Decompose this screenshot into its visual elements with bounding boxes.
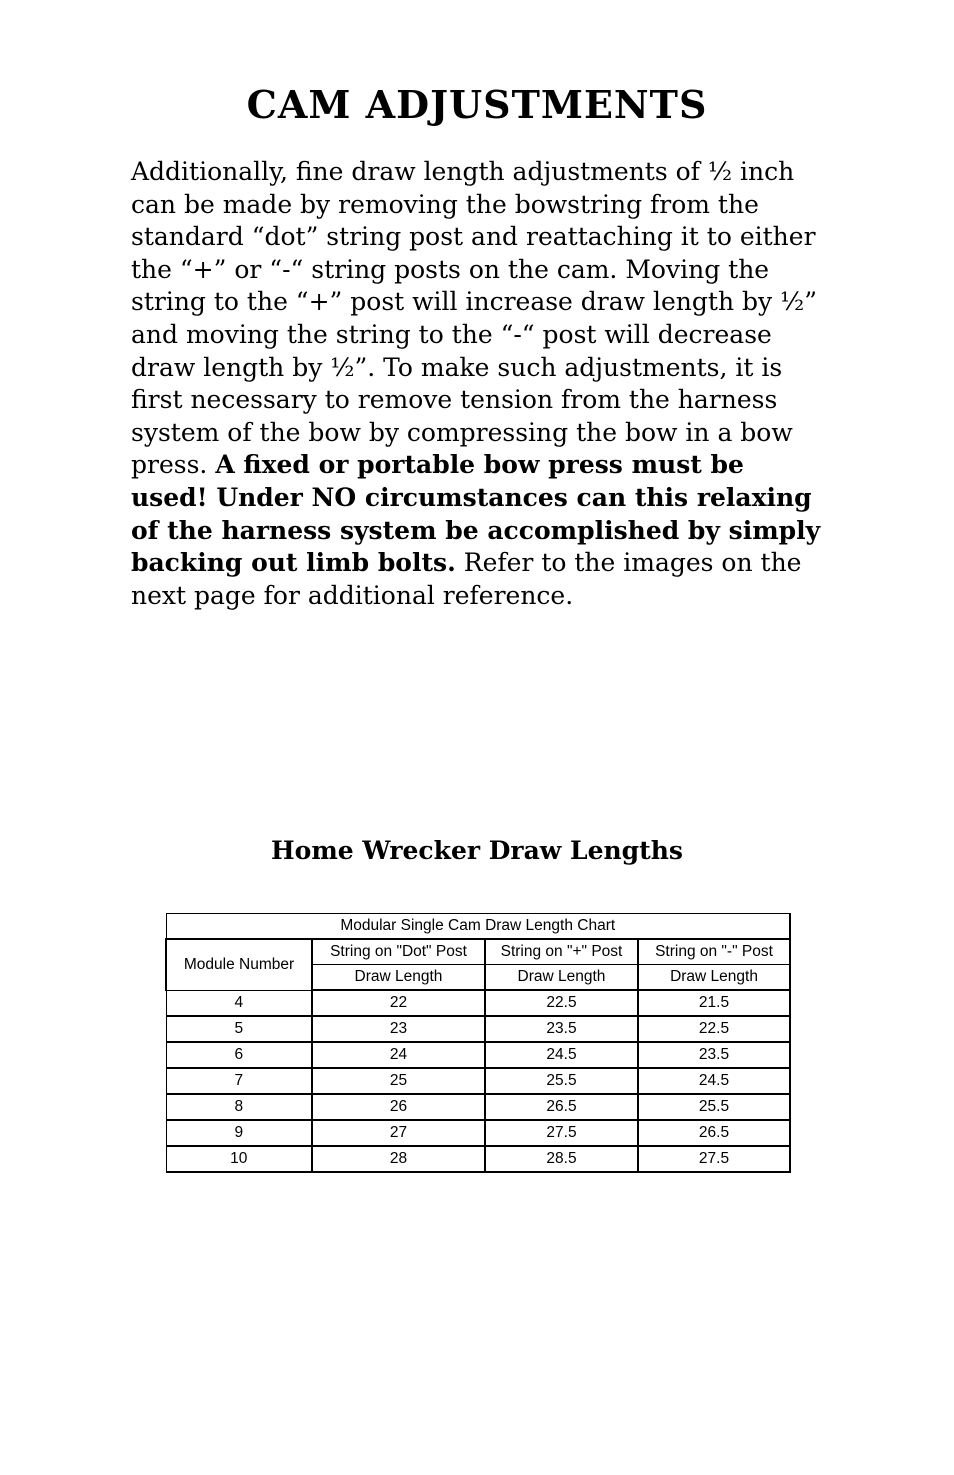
reference-note: Refer to the images on the next page for additional reference.	[131, 548, 802, 610]
module-cell: 8	[166, 1094, 312, 1120]
plus-post-header: String on "+" Post	[485, 939, 638, 965]
table-row	[166, 990, 790, 1016]
minus-length-cell: 27.5	[638, 1146, 790, 1172]
dot-post-header: String on "Dot" Post	[312, 939, 485, 965]
table-row	[166, 1120, 790, 1146]
table-row	[166, 1146, 790, 1172]
module-cell: 6	[166, 1042, 312, 1068]
plus-length-cell: 26.5	[485, 1094, 638, 1120]
module-cell: 10	[166, 1146, 312, 1172]
minus-length-cell: 24.5	[638, 1068, 790, 1094]
instructions-paragraph	[131, 156, 821, 612]
minus-length-cell: 21.5	[638, 990, 790, 1016]
module-cell: 5	[166, 1016, 312, 1042]
plus-length-cell: 27.5	[485, 1120, 638, 1146]
page-title: CAM ADJUSTMENTS	[246, 82, 708, 127]
plus-length-cell: 28.5	[485, 1146, 638, 1172]
table-row	[166, 1068, 790, 1094]
draw-length-subheader: Draw Length	[485, 965, 638, 991]
module-number-header: Module Number	[166, 939, 312, 990]
module-cell: 4	[166, 990, 312, 1016]
table-row	[166, 1016, 790, 1042]
minus-length-cell: 22.5	[638, 1016, 790, 1042]
minus-length-cell: 25.5	[638, 1094, 790, 1120]
safety-warning: A fixed or portable bow press must be used! Under NO circumstances can this relaxing of the harness system be accomplished by simply backing out limb bolts.	[131, 450, 821, 578]
module-cell: 9	[166, 1120, 312, 1146]
dot-length-cell: 28	[312, 1146, 485, 1172]
dot-length-cell: 24	[312, 1042, 485, 1068]
draw-length-table	[165, 913, 791, 1173]
chart-heading: Home Wrecker Draw Lengths	[271, 836, 683, 865]
minus-length-cell: 23.5	[638, 1042, 790, 1068]
plus-length-cell: 22.5	[485, 990, 638, 1016]
draw-length-subheader: Draw Length	[638, 965, 790, 991]
plus-length-cell: 25.5	[485, 1068, 638, 1094]
table-row	[166, 1094, 790, 1120]
module-cell: 7	[166, 1068, 312, 1094]
table-row	[166, 1042, 790, 1068]
instructions-text: Additionally, fine draw length adjustments of ½ inch can be made by removing the bowstring from the standard “dot” string post and reattaching it to either the “+” or “-“ string posts on the cam. Moving the string to the “+” post will increase draw length by ½” and moving the string to the “-“ post will decrease draw length by ½”. To make such adjustments, it is first necessary to remove tension from the harness system of the bow by compressing the bow in a bow press.	[131, 157, 818, 480]
draw-length-subheader: Draw Length	[312, 965, 485, 991]
table-title: Modular Single Cam Draw Length Chart	[166, 914, 790, 940]
dot-length-cell: 23	[312, 1016, 485, 1042]
dot-length-cell: 25	[312, 1068, 485, 1094]
minus-length-cell: 26.5	[638, 1120, 790, 1146]
dot-length-cell: 22	[312, 990, 485, 1016]
dot-length-cell: 27	[312, 1120, 485, 1146]
plus-length-cell: 23.5	[485, 1016, 638, 1042]
plus-length-cell: 24.5	[485, 1042, 638, 1068]
minus-post-header: String on "-" Post	[638, 939, 790, 965]
dot-length-cell: 26	[312, 1094, 485, 1120]
